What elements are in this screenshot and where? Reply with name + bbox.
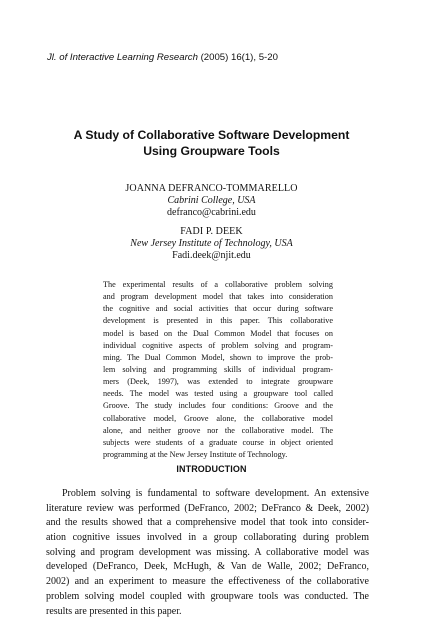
- body-line: ation cognitive issues involved in a group collaborating during problem: [46, 532, 369, 544]
- body-line: Problem solving is fundamental to software development. An extensive: [62, 488, 369, 499]
- journal-header: [47, 52, 377, 63]
- abstract-line: alone, and neither groove nor the collaborative model. The: [103, 425, 333, 435]
- abstract-line: lem solving and programming skills of individual program-: [103, 364, 333, 374]
- author-email: defranco@cabrini.edu: [167, 207, 256, 218]
- body-paragraph: [46, 487, 369, 619]
- author-block-1: [0, 183, 423, 219]
- abstract-line: model is based on the Dual Common Model that focuses on: [103, 328, 333, 338]
- author-name: JOANNA DEFRANCO-TOMMARELLO: [125, 183, 298, 194]
- author-email: Fadi.deek@njit.edu: [172, 250, 251, 261]
- abstract-line: mers (Deek, 1997), was extended to integrate groupware: [103, 377, 333, 387]
- body-line: literature review was performed (DeFranco, 2002; DeFranco & Deek, 2002): [46, 502, 369, 514]
- abstract: [103, 279, 333, 461]
- paper-title-line-2: Using Groupware Tools: [143, 144, 280, 158]
- abstract-line: and program development model that takes into consideration: [103, 292, 333, 302]
- body-line: and the results showed that a comprehensive model that took into consider-: [46, 517, 369, 529]
- journal-name: Jl. of Interactive Learning Research: [47, 52, 198, 63]
- body-line: results are presented in this paper.: [46, 605, 182, 617]
- body-line: solving and program development was missing. A collaborative model was: [46, 546, 369, 558]
- paper-title-line-1: A Study of Collaborative Software Development: [73, 128, 350, 142]
- abstract-line: The experimental results of a collaborative problem solving: [103, 280, 333, 289]
- abstract-line: development is presented in this paper. This collaborative: [103, 316, 333, 326]
- section-heading: INTRODUCTION: [176, 464, 247, 474]
- body-line: problem solving model coupled with groupware tools was conducted. The: [46, 590, 369, 602]
- abstract-line: Groove. The study includes four conditions: Groove and the: [103, 401, 333, 411]
- abstract-line: programming at the New Jersey Institute of Technology.: [103, 449, 288, 459]
- author-name: FADI P. DEEK: [180, 226, 243, 237]
- body-line: 2002) and an experiment to measure the effectiveness of the collaborative: [46, 576, 369, 588]
- abstract-line: collaborative model, Groove alone, the collaborative model: [103, 413, 333, 423]
- author-affiliation: Cabrini College, USA: [167, 195, 256, 206]
- abstract-line: needs. The model was tested using a groupware tool called: [103, 389, 333, 399]
- body-line: developed (DeFranco, Deek, McHugh, & Van de Walle, 2002; DeFranco,: [46, 561, 369, 573]
- author-block-2: [0, 226, 423, 262]
- journal-citation: (2005) 16(1), 5-20: [197, 52, 278, 63]
- paper-title: [0, 127, 423, 159]
- abstract-line: subjects were students of a graduate course in object oriented: [103, 437, 333, 447]
- abstract-line: individual cognitive aspects of problem solving and program-: [103, 340, 333, 350]
- author-affiliation: New Jersey Institute of Technology, USA: [130, 238, 293, 249]
- abstract-line: the cognitive and social activities that occur during software: [103, 304, 333, 314]
- abstract-line: ming. The Dual Common Model, shown to improve the prob-: [103, 352, 333, 362]
